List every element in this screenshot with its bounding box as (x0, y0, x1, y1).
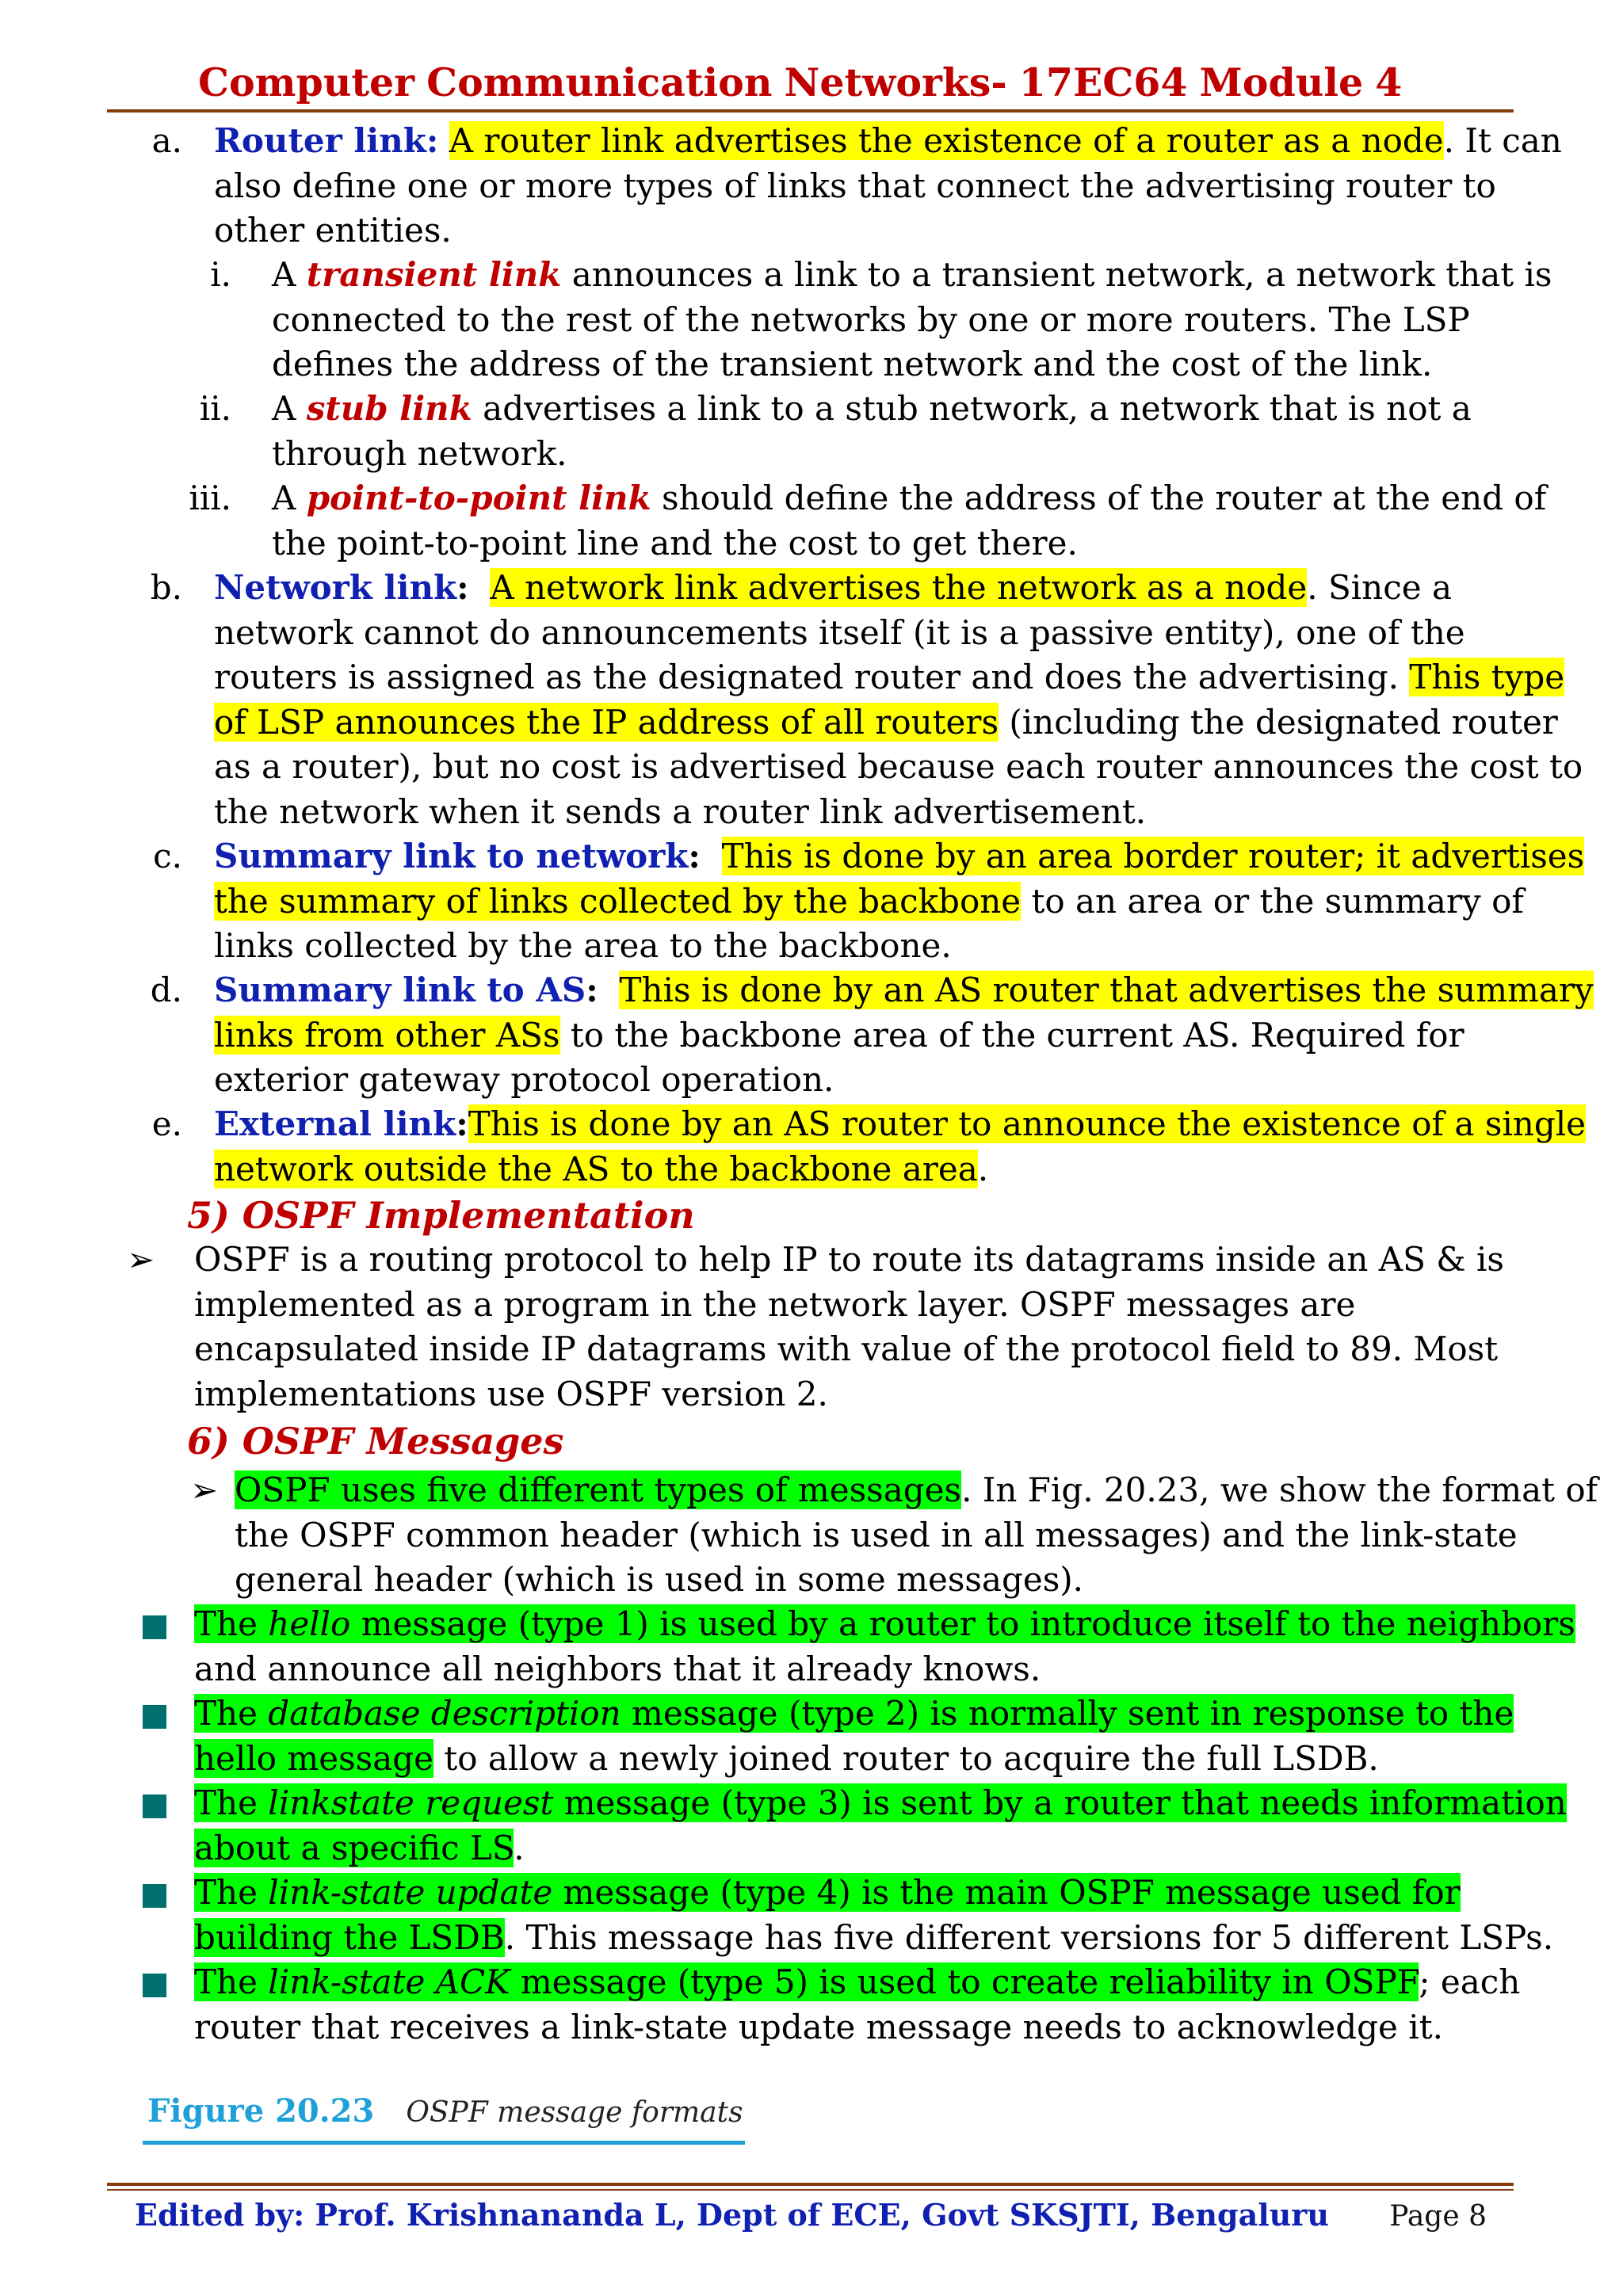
text: : (456, 1104, 468, 1143)
highlight: about a specific LS (194, 1828, 514, 1867)
square-bullet-icon (143, 1884, 166, 1908)
footer-rule (107, 2183, 1514, 2186)
text: (including the designated router (999, 702, 1558, 742)
message-database-description (194, 1691, 1523, 1781)
highlight: the summary of links collected by the backbone (214, 881, 1022, 921)
highlight: building the LSDB (194, 1917, 505, 1957)
square-bullet-icon (143, 1794, 166, 1818)
message-name: link-state ACK (268, 1962, 510, 2001)
text: exterior gateway protocol operation. (214, 1060, 834, 1099)
item-marker-e: e. (151, 1104, 182, 1143)
item-marker-iii: iii. (189, 479, 231, 517)
term-network-link: Network link (214, 568, 457, 607)
text: . (977, 1149, 989, 1188)
highlight: This is done by an area border router; it advertises (721, 837, 1585, 875)
text: the network when it sends a router link advertisement. (214, 791, 1147, 831)
text: OSPF is a routing protocol to help IP to route its datagrams inside an AS & is (194, 1240, 1504, 1279)
header-rule (107, 109, 1514, 113)
text: defines the address of the transient network and the cost of the link. (272, 345, 1433, 383)
highlight: This type (1409, 658, 1565, 696)
message-name: database description (268, 1694, 621, 1733)
term-summary-link-as: Summary link to AS (214, 971, 586, 1009)
text: . This message has five different versions for 5 different LSPs. (504, 1917, 1554, 1957)
text: : (586, 971, 598, 1009)
figure-number: Figure 20.23 (147, 2092, 375, 2130)
square-bullet-icon (143, 1974, 166, 1997)
highlight-router-link: A router link advertises the existence of a router as a node (449, 121, 1444, 160)
text: message (type 2) is normally sent in response to the (621, 1694, 1514, 1733)
term-stub-link: stub link (306, 389, 472, 428)
page-header-title: Computer Communication Networks- 17EC64 Module 4 (198, 59, 1403, 105)
figure-caption (147, 2092, 743, 2133)
square-bullet-icon (143, 1615, 166, 1639)
message-name: linkstate request (268, 1783, 554, 1822)
highlight: OSPF uses five different types of messages (235, 1470, 962, 1509)
text: as a router), but no cost is advertised because each router announces the cost to (214, 747, 1583, 786)
term-summary-link-network: Summary link to network (214, 837, 689, 875)
text: also define one or more types of links that connect the advertising router to (214, 166, 1496, 205)
text: router that receives a link-state update message needs to acknowledge it. (194, 2007, 1443, 2046)
figure-rule (143, 2141, 745, 2145)
item-external-link (214, 1102, 1587, 1192)
ospf-messages-intro (235, 1468, 1598, 1603)
square-bullet-icon (143, 1705, 166, 1729)
text: . In Fig. 20.23, we show the format of (961, 1470, 1598, 1509)
text: the point-to-point line and the cost to get there. (272, 523, 1078, 563)
item-summary-link-network (214, 834, 1585, 969)
highlight: This is done by an AS router to announce the existence of a single (468, 1104, 1587, 1143)
term-transient-link: transient link (306, 255, 562, 294)
highlight: This is done by an AS router that advertises the summary (619, 971, 1594, 1009)
text: general header (which is used in some messages). (235, 1560, 1083, 1599)
page-number: Page 8 (1389, 2200, 1487, 2233)
item-marker-b: b. (150, 568, 182, 607)
footer-editor: Edited by: Prof. Krishnananda L, Dept of ECE, Govt SKSJTI, Bengaluru (135, 2197, 1329, 2233)
item-network-link (214, 566, 1583, 834)
text: : (456, 568, 469, 607)
text: other entities. (214, 211, 452, 250)
text: announces a link to a transient network, a network that is (561, 255, 1552, 294)
item-marker-a: a. (151, 121, 182, 160)
text: A (272, 389, 307, 428)
text: the OSPF common header (which is used in all messages) and the link-state (235, 1515, 1518, 1554)
text: connected to the rest of the networks by one or more routers. The LSP (272, 299, 1470, 339)
text: encapsulated inside IP datagrams with value of the protocol field to 89. Most (194, 1329, 1499, 1368)
text: . (514, 1828, 525, 1867)
text: The (194, 1962, 269, 2001)
term-point-to-point-link: point-to-point link (306, 479, 651, 517)
message-name: link-state update (268, 1873, 553, 1912)
item-router-link (214, 119, 1562, 254)
highlight: links from other ASs (214, 1015, 560, 1055)
item-marker-c: c. (153, 837, 182, 875)
text: links collected by the area to the backbone. (214, 926, 952, 965)
text: The (194, 1694, 269, 1733)
message-linkstate-request (194, 1781, 1567, 1871)
arrow-bullet-icon: ➢ (127, 1240, 155, 1279)
text: message (type 4) is the main OSPF message used for (552, 1873, 1461, 1912)
item-stub-link (272, 387, 1523, 476)
item-marker-i: i. (210, 255, 231, 294)
item-transient-link (272, 253, 1552, 387)
highlight-network-link: A network link advertises the network as a node (490, 568, 1308, 607)
term-external-link: External link (214, 1104, 456, 1143)
ospf-implementation-text (194, 1238, 1523, 1417)
text: ; each (1419, 1962, 1521, 2001)
text: implemented as a program in the network layer. OSPF messages are (194, 1284, 1356, 1324)
text: to allow a newly joined router to acquire the full LSDB. (433, 1738, 1379, 1778)
text: should define the address of the router at the end of (651, 479, 1547, 517)
text: The (194, 1873, 269, 1912)
item-summary-link-as (214, 968, 1594, 1103)
text: to an area or the summary of (1021, 881, 1524, 921)
message-hello (194, 1602, 1575, 1691)
text: implementations use OSPF version 2. (194, 1374, 828, 1413)
arrow-bullet-icon: ➢ (190, 1470, 219, 1509)
section-heading-ospf-messages: 6) OSPF Messages (187, 1420, 564, 1463)
text: A (272, 255, 307, 294)
highlight: of LSP announces the IP address of all routers (214, 702, 999, 742)
highlight: hello message (194, 1738, 433, 1778)
highlight: network outside the AS to the backbone area (214, 1149, 978, 1188)
section-heading-ospf-implementation: 5) OSPF Implementation (187, 1194, 695, 1237)
text: message (type 3) is sent by a router that needs information (553, 1783, 1567, 1822)
item-point-to-point-link (272, 476, 1547, 566)
text: to the backbone area of the current AS. Required for (559, 1015, 1465, 1055)
item-marker-ii: ii. (199, 389, 231, 428)
text: : (688, 837, 701, 875)
text: A (272, 479, 307, 517)
text: The (194, 1604, 269, 1643)
figure-title: OSPF message formats (406, 2096, 743, 2129)
message-link-state-update (194, 1871, 1554, 1960)
text: and announce all neighbors that it already knows. (194, 1649, 1041, 1688)
text: network cannot do announcements itself (it is a passive entity), one of the (214, 612, 1465, 652)
text: through network. (272, 433, 567, 473)
text: . It can (1443, 121, 1562, 160)
term-router-link: Router link: (214, 121, 439, 160)
text: The (194, 1783, 269, 1822)
message-name: hello (268, 1604, 351, 1643)
item-marker-d: d. (150, 971, 182, 1009)
text: . Since a (1307, 568, 1452, 607)
text: message (type 1) is used by a router to introduce itself to the neighbors (350, 1604, 1575, 1643)
message-link-state-ack (194, 1960, 1523, 2050)
text: message (type 5) is used to create reliability in OSPF (510, 1962, 1419, 2001)
text: routers is assigned as the designated router and does the advertising. (214, 658, 1410, 696)
footer-rule-thin (107, 2189, 1514, 2191)
text: advertises a link to a stub network, a network that is not a (472, 389, 1472, 428)
